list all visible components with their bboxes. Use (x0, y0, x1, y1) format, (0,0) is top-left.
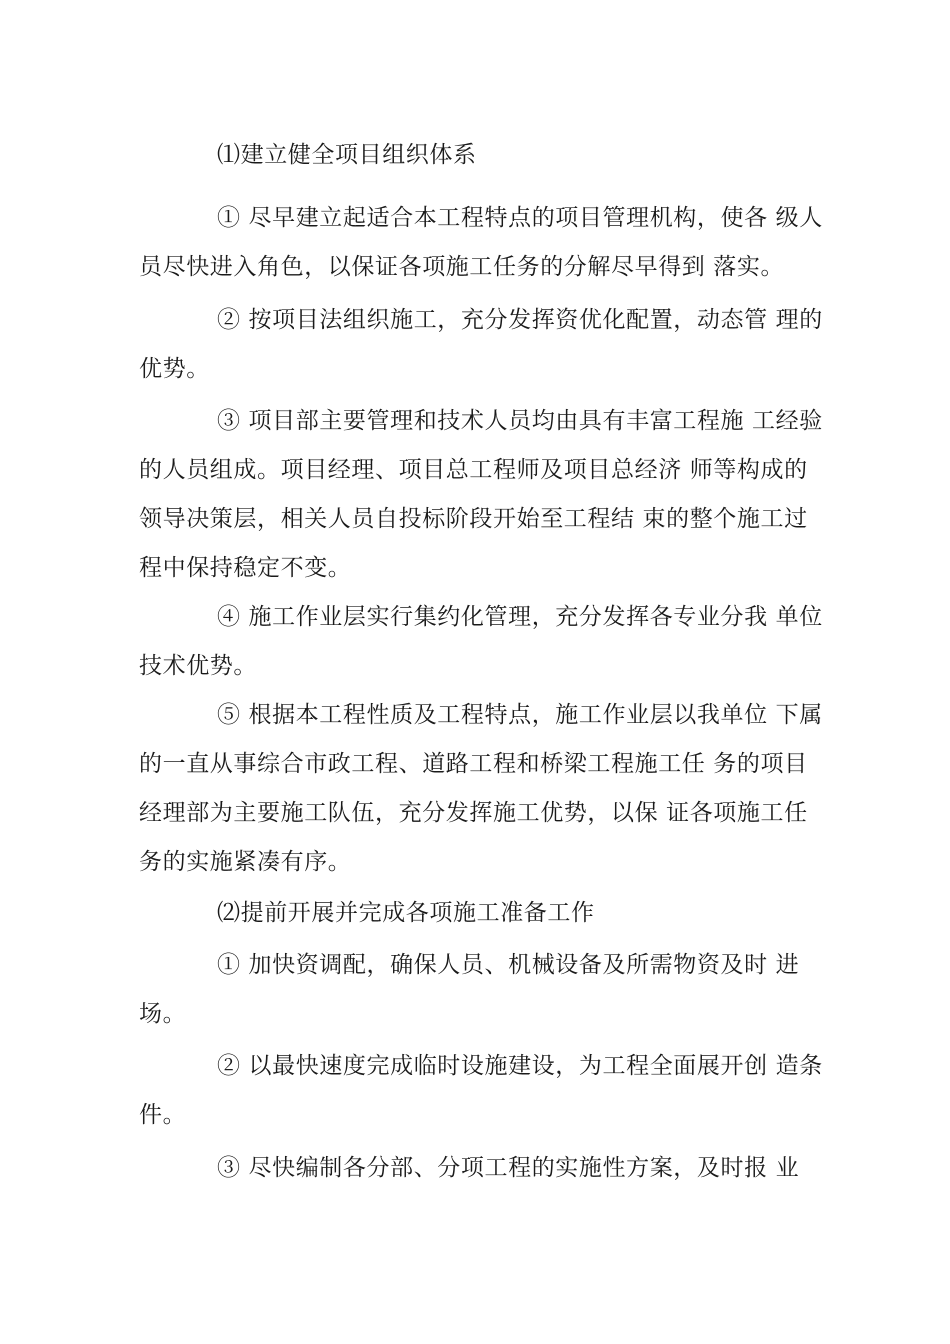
paragraph-line: ④ 施工作业层实行集约化管理，充分发挥各专业分我 单位 (217, 604, 823, 630)
paragraph-line: ① 尽早建立起适合本工程特点的项目管理机构，使各 级人 (217, 205, 823, 231)
paragraph-line: 件。 (139, 1102, 187, 1128)
paragraph-line: 优势。 (139, 356, 210, 382)
section-heading-2: ⑵提前开展并完成各项施工准备工作 (217, 900, 595, 926)
paragraph-line: ⑤ 根据本工程性质及工程特点，施工作业层以我单位 下属 (217, 702, 823, 728)
paragraph-line: 的一直从事综合市政工程、道路工程和桥梁工程施工任 务的项目 (139, 751, 808, 777)
paragraph-line: 领导决策层，相关人员自投标阶段开始至工程结 束的整个施工过 (139, 506, 808, 532)
paragraph-line: 经理部为主要施工队伍，充分发挥施工优势，以保 证各项施工任 (139, 800, 808, 826)
paragraph-line: 技术优势。 (139, 653, 257, 679)
paragraph-line: ② 以最快速度完成临时设施建设，为工程全面展开创 造条 (217, 1053, 823, 1079)
paragraph-line: ③ 尽快编制各分部、分项工程的实施性方案，及时报 业 (217, 1155, 800, 1181)
paragraph-line: 的人员组成。项目经理、项目总工程师及项目总经济 师等构成的 (139, 457, 808, 483)
paragraph-line: 务的实施紧凑有序。 (139, 849, 352, 875)
paragraph-line: ② 按项目法组织施工，充分发挥资优化配置，动态管 理的 (217, 307, 823, 333)
paragraph-line: 员尽快进入角色，以保证各项施工任务的分解尽早得到 落实。 (139, 254, 785, 280)
paragraph-line: 场。 (139, 1001, 187, 1027)
section-heading-1: ⑴建立健全项目组织体系 (217, 142, 477, 168)
paragraph-line: ③ 项目部主要管理和技术人员均由具有丰富工程施 工经验 (217, 408, 823, 434)
paragraph-line: ① 加快资调配，确保人员、机械设备及所需物资及时 进 (217, 952, 800, 978)
paragraph-line: 程中保持稳定不变。 (139, 555, 352, 581)
